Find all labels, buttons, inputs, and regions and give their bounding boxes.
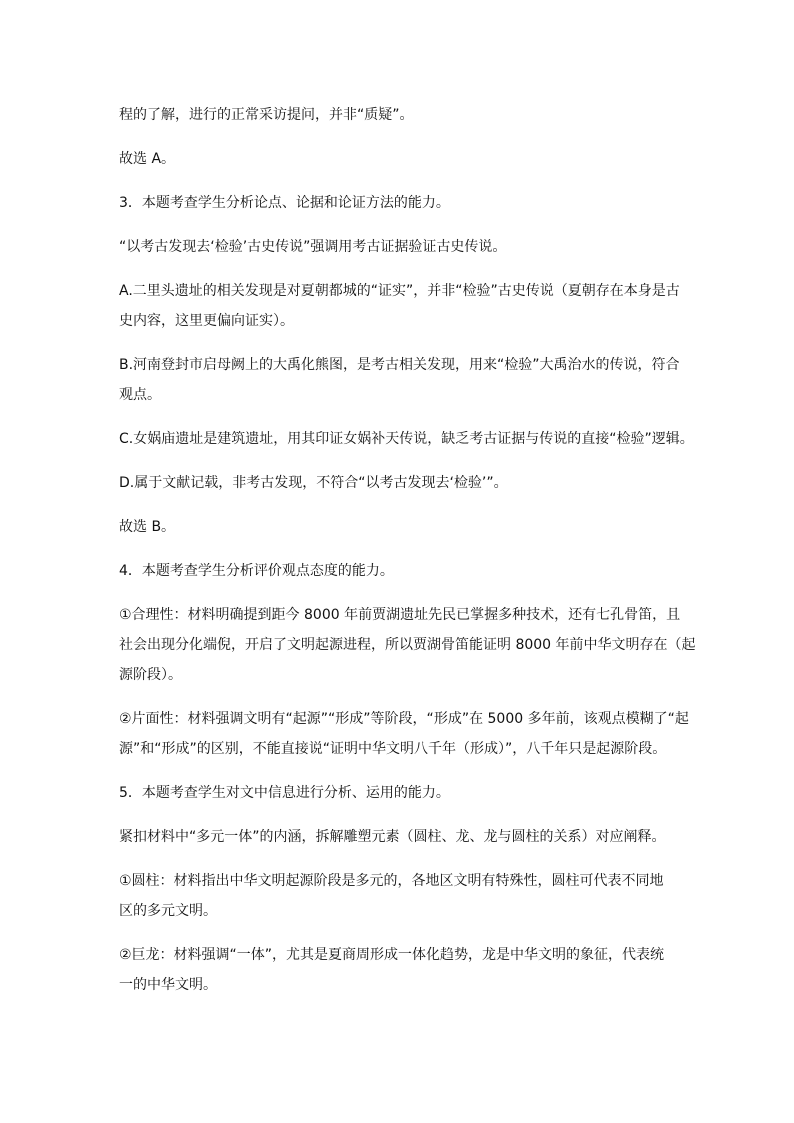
text-line: ①合理性：材料明确提到距今 8000 年前贾湖遗址先民已掌握多种技术，还有七孔骨笛，且 — [119, 607, 681, 623]
text-line: 社会出现分化端倪，开启了文明起源进程，所以贾湖骨笛能证明 8000 年前中华文明存在（起 — [119, 637, 696, 653]
text-line: C.女娲庙遗址是建筑遗址，用其印证女娲补天传说，缺乏考古证据与传说的直接“检验”逻辑。 — [119, 431, 694, 447]
paragraph — [119, 704, 689, 764]
text-line: 一的中华文明。 — [119, 977, 217, 993]
text-line: A.二里头遗址的相关发现是对夏朝都城的“证实”，并非“检验”古史传说（夏朝存在本身是古 — [119, 283, 680, 299]
paragraph — [119, 100, 679, 130]
paragraph — [119, 866, 679, 926]
answer-text-body — [119, 100, 696, 1014]
text-line: 5．本题考查学生对文中信息进行分析、运用的能力。 — [119, 785, 450, 801]
text-line: 程的了解，进行的正常采访提问，并非“质疑”。 — [119, 107, 414, 123]
paragraph — [119, 940, 679, 1000]
paragraph — [119, 350, 679, 410]
text-line: ②片面性：材料强调文明有“起源”“形成”等阶段，“形成”在 5000 多年前，该观点模糊了“起 — [119, 711, 689, 727]
paragraph — [119, 276, 679, 336]
paragraph — [119, 424, 694, 454]
text-line: 区的多元文明。 — [119, 903, 217, 919]
paragraph — [119, 512, 679, 542]
text-line: D.属于文献记载，非考古发现，不符合“以考古发现去‘检验’”。 — [119, 475, 508, 491]
paragraph — [119, 778, 679, 808]
text-line: 紧扣材料中“多元一体”的内涵，拆解雕塑元素（圆柱、龙、龙与圆柱的关系）对应阐释。 — [119, 829, 666, 845]
text-line: 故选 B。 — [119, 519, 176, 535]
paragraph — [119, 822, 679, 852]
text-line: 源”和“形成”的区别，不能直接说“证明中华文明八千年（形成）”，八千年只是起源阶段。 — [119, 741, 667, 757]
paragraph — [119, 600, 696, 690]
text-line: “以考古发现去‘检验’古史传说”强调用考古证据验证古史传说。 — [119, 239, 507, 255]
paragraph — [119, 188, 679, 218]
text-line: ①圆柱：材料指出中华文明起源阶段是多元的，各地区文明有特殊性，圆柱可代表不同地 — [119, 873, 664, 889]
text-line: ②巨龙：材料强调“一体”，尤其是夏商周形成一体化趋势，龙是中华文明的象征，代表统 — [119, 947, 665, 963]
paragraph — [119, 144, 679, 174]
text-line: 4．本题考查学生分析评价观点态度的能力。 — [119, 563, 394, 579]
text-line: 源阶段）。 — [119, 667, 182, 683]
text-line: 3．本题考查学生分析论点、论据和论证方法的能力。 — [119, 195, 450, 211]
paragraph — [119, 556, 679, 586]
paragraph — [119, 468, 679, 498]
text-line: B.河南登封市启母阙上的大禹化熊图，是考古相关发现，用来“检验”大禹治水的传说，符合 — [119, 357, 680, 373]
paragraph — [119, 232, 679, 262]
text-line: 史内容，这里更偏向证实）。 — [119, 313, 294, 329]
text-line: 观点。 — [119, 387, 161, 403]
text-line: 故选 A。 — [119, 151, 176, 167]
